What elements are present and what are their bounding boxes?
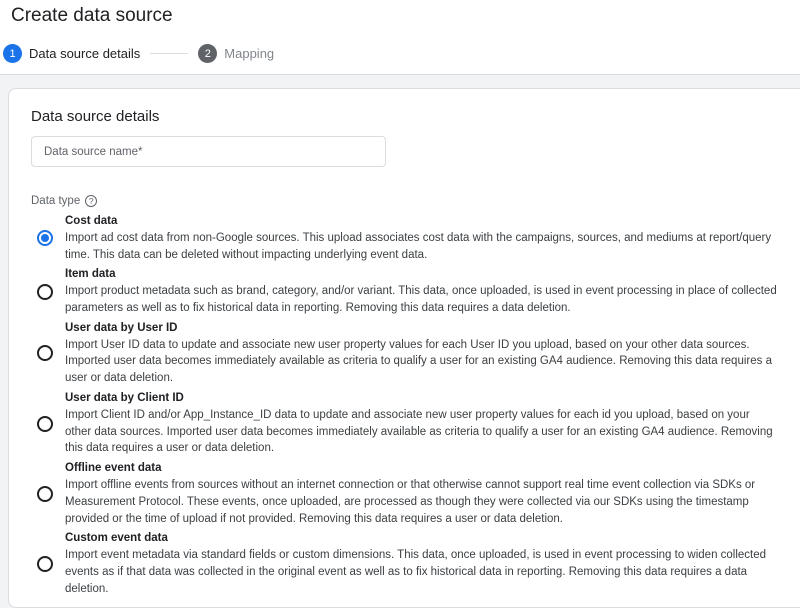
radio-button[interactable]	[37, 486, 53, 502]
radio-button[interactable]	[37, 230, 53, 246]
help-icon[interactable]: ?	[85, 195, 97, 207]
data-type-label	[31, 195, 97, 207]
card-title: Data source details	[31, 108, 160, 125]
option-title: User data by User ID	[65, 321, 178, 334]
option-title: Custom event data	[65, 532, 168, 545]
option-text	[65, 390, 777, 457]
step-2-label[interactable]: Mapping	[224, 46, 275, 61]
radio-button[interactable]	[37, 284, 53, 300]
radio-button[interactable]	[37, 345, 53, 361]
option-description: Import Client ID and/or App_Instance_ID data to update and associate new user property values for each id you upload, based on your other data sources. Imported user data becomes immediately available as criteria to qualify a user for an existing GA4 audience. Removing this data requires a user or data deletion.	[65, 408, 773, 455]
option-description: Import ad cost data from non-Google sources. This upload associates cost data with the campaigns, sources, and mediums at report/query time. This data can be deleted without impacting underlying event data.	[65, 231, 772, 261]
option-description: Import product metadata such as brand, category, and/or variant. This data, once uploaded, is used in event processing in place of collected parameters as well as to fix historical data in reporting. Removing this data requires a data deletion.	[65, 285, 777, 314]
option-text	[65, 320, 777, 387]
option-title: Cost data	[65, 215, 118, 227]
data-type-option[interactable]	[37, 530, 777, 597]
option-title: Offline event data	[65, 462, 162, 475]
radio-button[interactable]	[37, 416, 53, 432]
data-type-text: Data type	[31, 195, 81, 207]
option-text	[65, 530, 777, 597]
data-type-option[interactable]	[37, 390, 777, 457]
step-1-label[interactable]: Data source details	[29, 46, 141, 61]
option-description: Import User ID data to update and associate new user property values for each User ID you upload, based on your other data sources. Imported user data becomes immediately available as criteria to qualify a user for an existing GA4 audience. Removing this data requires a user or data deletion.	[65, 338, 772, 385]
page-title: Create data source	[11, 5, 173, 26]
option-text	[65, 213, 777, 263]
data-type-option[interactable]	[37, 213, 777, 263]
data-type-option[interactable]	[37, 460, 777, 527]
data-source-details-card	[8, 88, 800, 608]
option-description: Import event metadata via standard fields or custom dimensions. This data, once uploaded, is used in event processing to widen collected events as if that data was collected in the original event as well as to fix historical data in reporting. Removing this data requires a data deletion.	[65, 549, 767, 595]
step-2-number[interactable]: 2	[198, 44, 217, 63]
stepper	[3, 44, 274, 63]
option-title: Item data	[65, 268, 116, 281]
data-type-radio-group	[37, 213, 777, 601]
step-1-number[interactable]: 1	[3, 44, 22, 63]
data-type-option[interactable]	[37, 266, 777, 316]
radio-button[interactable]	[37, 556, 53, 572]
option-description: Import offline events from sources without an internet connection or that otherwise cannot support real time event collection via SDKs or Measurement Protocol. These events, once uploaded, are processed as though they were collected via our SDKs using the timestamp provided or the time of upload if not provided. Removing this data requires a user or data deletion.	[65, 478, 756, 525]
data-source-name-input[interactable]	[31, 136, 386, 167]
option-text	[65, 266, 777, 316]
page-header	[0, 0, 800, 75]
stepper-divider	[150, 53, 188, 54]
data-type-option[interactable]	[37, 320, 777, 387]
option-text	[65, 460, 777, 527]
option-title: User data by Client ID	[65, 391, 184, 404]
